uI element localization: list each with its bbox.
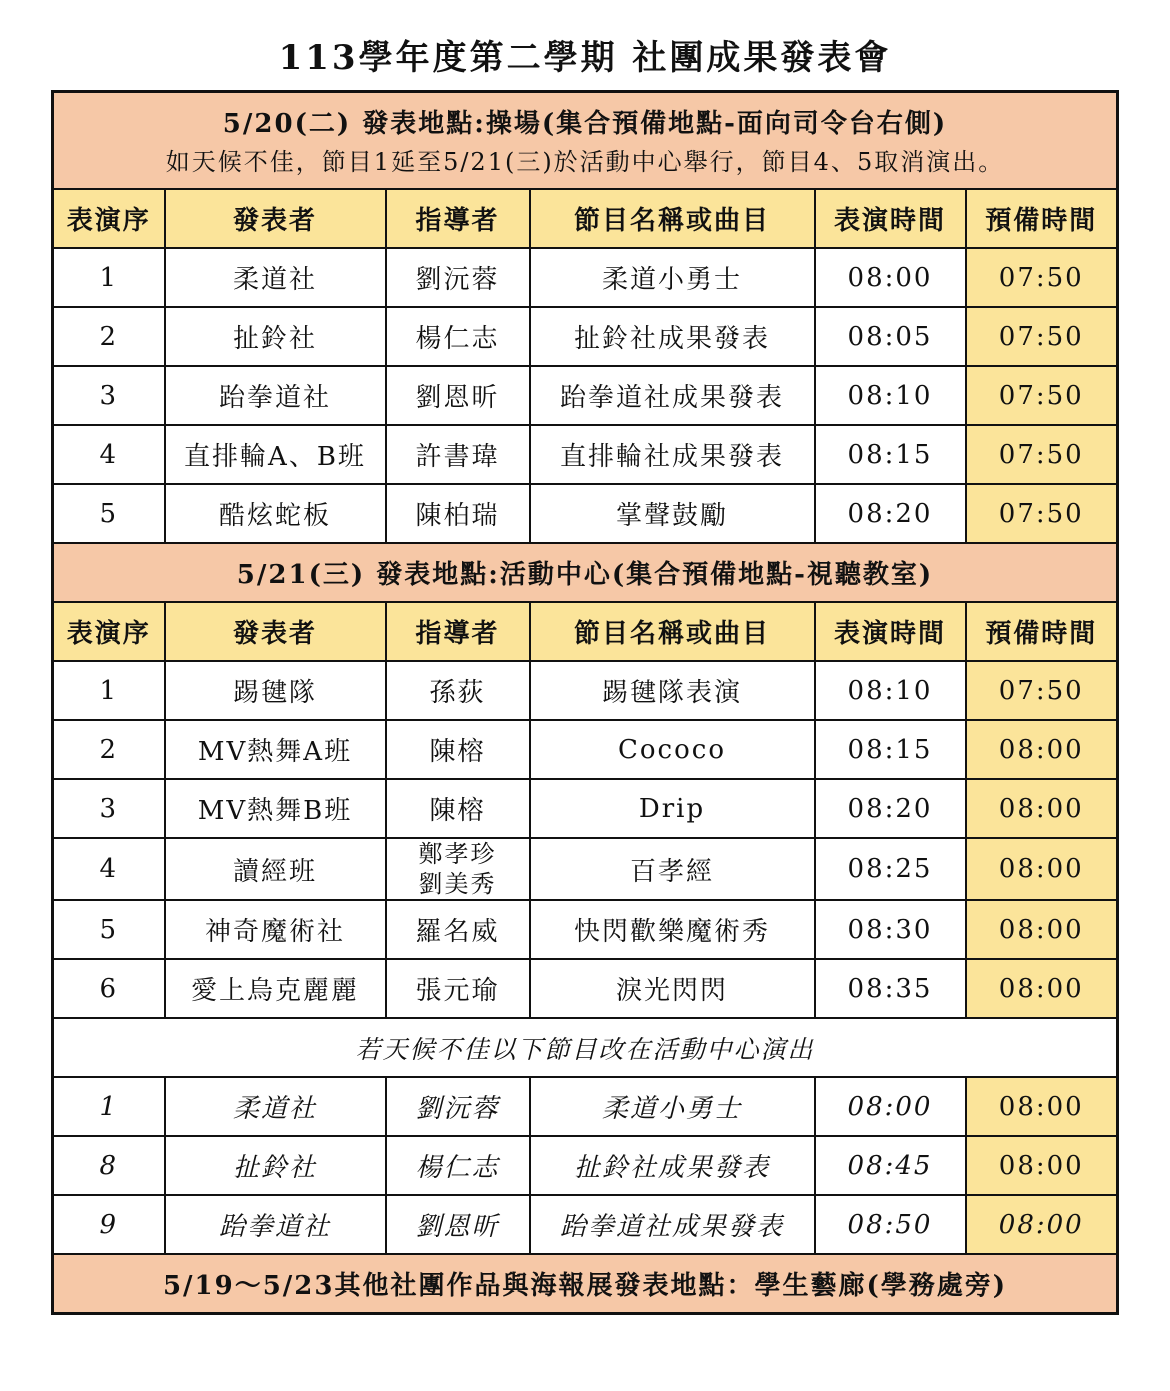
cell-prep: 08:00 <box>966 1195 1118 1254</box>
header-prep: 預備時間 <box>966 189 1118 248</box>
cell-instructor: 劉沅蓉 <box>386 1077 530 1136</box>
cell-prep: 07:50 <box>966 366 1118 425</box>
table-row <box>53 425 1118 484</box>
header-program: 節目名稱或曲目 <box>530 602 815 661</box>
cell-program: 直排輪社成果發表 <box>530 425 815 484</box>
rain-note-row <box>53 1018 1118 1077</box>
cell-time: 08:45 <box>815 1136 966 1195</box>
cell-prep: 07:50 <box>966 307 1118 366</box>
cell-seq: 5 <box>53 900 165 959</box>
cell-time: 08:20 <box>815 779 966 838</box>
table-row <box>53 1077 1118 1136</box>
cell-program: 扯鈴社成果發表 <box>530 1136 815 1195</box>
day2-venue: 5/21(三) 發表地點:活動中心(集合預備地點-視聽教室) <box>53 543 1118 602</box>
cell-seq: 8 <box>53 1136 165 1195</box>
cell-time: 08:50 <box>815 1195 966 1254</box>
cell-prep: 08:00 <box>966 1136 1118 1195</box>
cell-performer: 酷炫蛇板 <box>165 484 386 543</box>
table-row <box>53 959 1118 1018</box>
cell-seq: 1 <box>53 661 165 720</box>
cell-instructor: 劉恩昕 <box>386 366 530 425</box>
cell-instructor: 孫荻 <box>386 661 530 720</box>
cell-performer: 神奇魔術社 <box>165 900 386 959</box>
cell-performer: 直排輪A、B班 <box>165 425 386 484</box>
header-program: 節目名稱或曲目 <box>530 189 815 248</box>
header-performer: 發表者 <box>165 602 386 661</box>
cell-performer: 讀經班 <box>165 838 386 900</box>
table-row <box>53 484 1118 543</box>
table-row <box>53 248 1118 307</box>
cell-program: 踢毽隊表演 <box>530 661 815 720</box>
day1-banner <box>53 92 1118 190</box>
cell-prep: 07:50 <box>966 248 1118 307</box>
cell-instructor: 許書瑋 <box>386 425 530 484</box>
cell-seq: 5 <box>53 484 165 543</box>
cell-instructor: 陳柏瑞 <box>386 484 530 543</box>
instructor-name: 劉美秀 <box>418 870 497 898</box>
cell-performer: 踢毽隊 <box>165 661 386 720</box>
cell-prep: 07:50 <box>966 661 1118 720</box>
cell-performer: 跆拳道社 <box>165 1195 386 1254</box>
table-row <box>53 838 1118 900</box>
table-row <box>53 661 1118 720</box>
cell-instructor: 楊仁志 <box>386 1136 530 1195</box>
cell-program: 快閃歡樂魔術秀 <box>530 900 815 959</box>
cell-program: 掌聲鼓勵 <box>530 484 815 543</box>
schedule-table <box>51 90 1119 1315</box>
cell-seq: 1 <box>53 248 165 307</box>
cell-time: 08:05 <box>815 307 966 366</box>
cell-time: 08:00 <box>815 248 966 307</box>
footer-banner <box>53 1254 1118 1314</box>
cell-seq: 2 <box>53 307 165 366</box>
day2-banner <box>53 543 1118 602</box>
header-performer: 發表者 <box>165 189 386 248</box>
rain-note: 若天候不佳以下節目改在活動中心演出 <box>53 1018 1118 1077</box>
cell-seq: 3 <box>53 366 165 425</box>
cell-performer: MV熱舞A班 <box>165 720 386 779</box>
cell-seq: 4 <box>53 425 165 484</box>
cell-instructor: 張元瑜 <box>386 959 530 1018</box>
page-title: 113學年度第二學期 社團成果發表會 <box>278 38 892 78</box>
cell-time: 08:15 <box>815 425 966 484</box>
cell-performer: 跆拳道社 <box>165 366 386 425</box>
table-row <box>53 720 1118 779</box>
cell-performer: 柔道社 <box>165 248 386 307</box>
cell-prep: 08:00 <box>966 959 1118 1018</box>
header-prep: 預備時間 <box>966 602 1118 661</box>
cell-program: 柔道小勇士 <box>530 1077 815 1136</box>
cell-prep: 08:00 <box>966 900 1118 959</box>
cell-program: Drip <box>530 779 815 838</box>
cell-time: 08:10 <box>815 366 966 425</box>
cell-instructor: 陳榕 <box>386 779 530 838</box>
cell-program: 柔道小勇士 <box>530 248 815 307</box>
cell-performer: MV熱舞B班 <box>165 779 386 838</box>
cell-program: Cococo <box>530 720 815 779</box>
footer-note: 5/19～5/23其他社團作品與海報展發表地點：學生藝廊(學務處旁) <box>53 1254 1118 1314</box>
day1-venue: 5/20(二) 發表地點:操場(集合預備地點-面向司令台右側) <box>222 108 948 139</box>
cell-performer: 柔道社 <box>165 1077 386 1136</box>
header-instructor: 指導者 <box>386 189 530 248</box>
cell-seq: 6 <box>53 959 165 1018</box>
header-instructor: 指導者 <box>386 602 530 661</box>
cell-time: 08:00 <box>815 1077 966 1136</box>
cell-seq: 2 <box>53 720 165 779</box>
cell-prep: 08:00 <box>966 779 1118 838</box>
cell-seq: 4 <box>53 838 165 900</box>
header-seq: 表演序 <box>53 189 165 248</box>
table-header-row <box>53 189 1118 248</box>
cell-time: 08:10 <box>815 661 966 720</box>
header-time: 表演時間 <box>815 602 966 661</box>
cell-prep: 07:50 <box>966 484 1118 543</box>
cell-time: 08:20 <box>815 484 966 543</box>
cell-time: 08:35 <box>815 959 966 1018</box>
cell-program: 跆拳道社成果發表 <box>530 366 815 425</box>
table-row <box>53 307 1118 366</box>
cell-instructor: 羅名威 <box>386 900 530 959</box>
table-row <box>53 366 1118 425</box>
cell-performer: 扯鈴社 <box>165 307 386 366</box>
table-header-row <box>53 602 1118 661</box>
cell-prep: 08:00 <box>966 1077 1118 1136</box>
cell-instructor: 劉沅蓉 <box>386 248 530 307</box>
cell-seq: 9 <box>53 1195 165 1254</box>
table-row <box>53 779 1118 838</box>
table-row <box>53 900 1118 959</box>
cell-instructor: 陳榕 <box>386 720 530 779</box>
cell-program: 百孝經 <box>530 838 815 900</box>
cell-prep: 08:00 <box>966 720 1118 779</box>
cell-instructor <box>386 838 530 900</box>
cell-instructor: 劉恩昕 <box>386 1195 530 1254</box>
cell-program: 淚光閃閃 <box>530 959 815 1018</box>
cell-instructor: 楊仁志 <box>386 307 530 366</box>
table-row <box>53 1195 1118 1254</box>
table-row <box>53 1136 1118 1195</box>
cell-seq: 1 <box>53 1077 165 1136</box>
cell-performer: 愛上烏克麗麗 <box>165 959 386 1018</box>
cell-performer: 扯鈴社 <box>165 1136 386 1195</box>
cell-time: 08:25 <box>815 838 966 900</box>
cell-seq: 3 <box>53 779 165 838</box>
cell-prep: 07:50 <box>966 425 1118 484</box>
header-seq: 表演序 <box>53 602 165 661</box>
cell-time: 08:15 <box>815 720 966 779</box>
cell-program: 跆拳道社成果發表 <box>530 1195 815 1254</box>
instructor-name: 鄭孝珍 <box>418 840 497 868</box>
day1-weather-note: 如天候不佳，節目1延至5/21(三)於活動中心舉行，節目4、5取消演出。 <box>165 147 1005 176</box>
cell-time: 08:30 <box>815 900 966 959</box>
header-time: 表演時間 <box>815 189 966 248</box>
cell-program: 扯鈴社成果發表 <box>530 307 815 366</box>
cell-prep: 08:00 <box>966 838 1118 900</box>
